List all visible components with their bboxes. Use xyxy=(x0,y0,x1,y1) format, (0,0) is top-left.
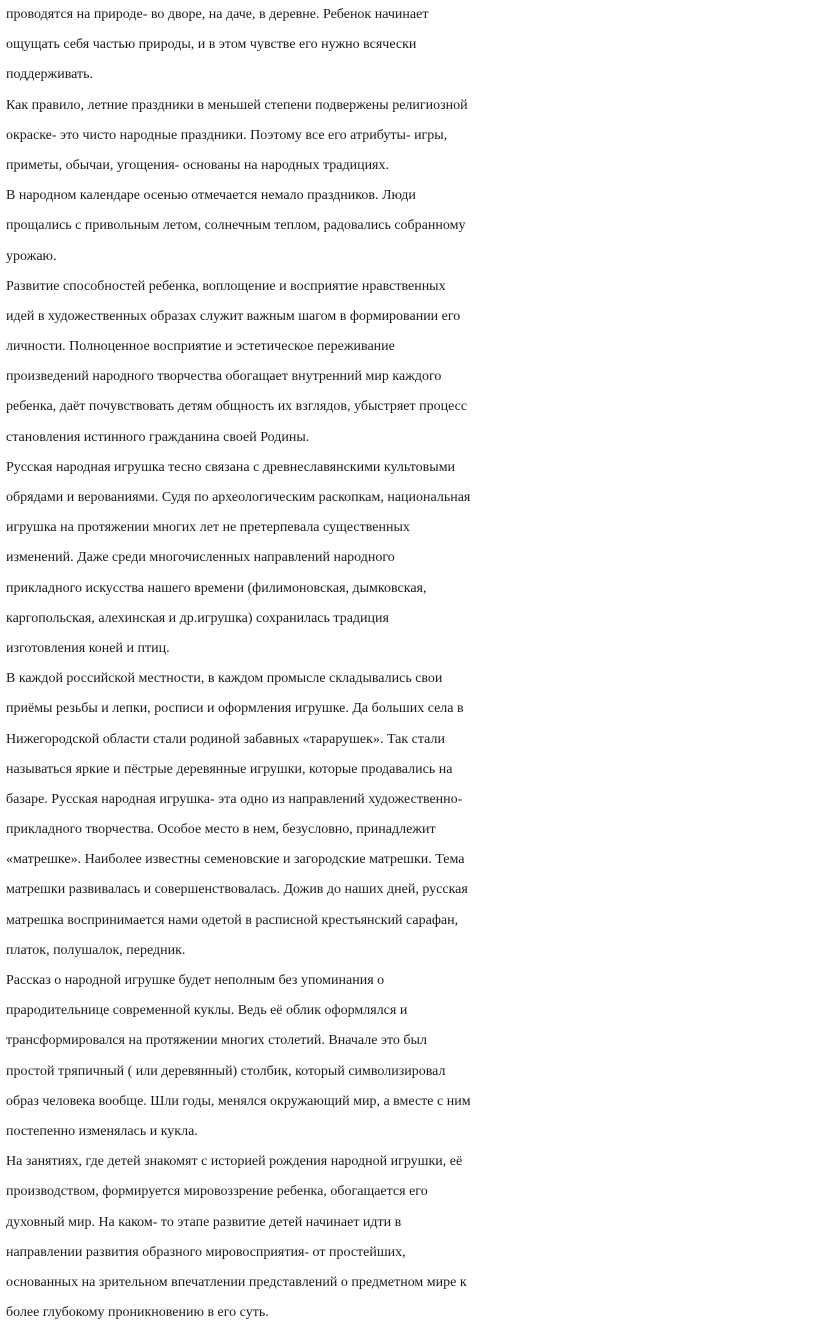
text-line: базаре. Русская народная игрушка- эта одно из направлений художественно- xyxy=(6,791,463,807)
text-line: ощущать себя частью природы, и в этом чувстве его нужно всячески xyxy=(6,37,417,53)
text-line: простой тряпичный ( или деревянный) столбик, который символизировал xyxy=(6,1063,446,1079)
text-line: В каждой российской местности, в каждом промысле складывались свои xyxy=(6,671,443,687)
text-line: урожаю. xyxy=(6,248,57,264)
text-line: окраске- это чисто народные праздники. Поэтому все его атрибуты- игры, xyxy=(6,127,448,143)
text-line: направлении развития образного мировосприятия- от простейших, xyxy=(6,1244,406,1260)
text-line: каргопольская, алехинская и др.игрушка) сохранилась традиция xyxy=(6,610,389,626)
text-line: матрешки развивалась и совершенствовалась. Дожив до наших дней, русская xyxy=(6,882,468,898)
text-line: духовный мир. На каком- то этапе развитие детей начинает идти в xyxy=(6,1214,402,1230)
text-line: приёмы резьбы и лепки, росписи и оформления игрушке. Да больших села в xyxy=(6,701,464,717)
text-line: личности. Полноценное восприятие и эстетическое переживание xyxy=(6,339,395,355)
text-line: платок, полушалок, передник. xyxy=(6,942,186,958)
document-body xyxy=(6,0,816,1328)
text-line: Нижегородской области стали родиной забавных «тарарушек». Так стали xyxy=(6,731,445,747)
text-line: ребенка, даёт почувствовать детям общность их взглядов, убыстряет процесс xyxy=(6,399,468,415)
text-line: производством, формируется мировоззрение ребенка, обогащается его xyxy=(6,1184,428,1200)
text-line: матрешка воспринимается нами одетой в расписной крестьянский сарафан, xyxy=(6,912,459,928)
text-line: поддерживать. xyxy=(6,67,93,83)
text-line: изменений. Даже среди многочисленных направлений народного xyxy=(6,550,395,566)
text-line: образ человека вообще. Шли годы, менялся окружающий мир, а вместе с ним xyxy=(6,1093,471,1109)
text-line: игрушка на протяжении многих лет не претерпевала существенных xyxy=(6,520,410,536)
text-line: основанных на зрительном впечатлении представлений о предметном мире к xyxy=(6,1274,467,1290)
text-line: прародительнице современной куклы. Ведь её облик оформлялся и xyxy=(6,1003,408,1019)
text-line: постепенно изменялась и кукла. xyxy=(6,1123,198,1139)
text-line: трансформировался на протяжении многих столетий. Вначале это был xyxy=(6,1033,427,1049)
text-line: более глубокому проникновению в его суть. xyxy=(6,1305,269,1321)
text-line: Русская народная игрушка тесно связана с древнеславянскими культовыми xyxy=(6,459,456,475)
text-line: прощались с привольным летом, солнечным теплом, радовались собранному xyxy=(6,218,466,234)
text-line: проводятся на природе- во дворе, на даче, в деревне. Ребенок начинает xyxy=(6,7,429,22)
text-line: «матрешке». Наиболее известны семеновские и загородские матрешки. Тема xyxy=(6,852,465,868)
text-line: называться яркие и пёстрые деревянные игрушки, которые продавались на xyxy=(6,761,453,777)
text-line: произведений народного творчества обогащает внутренний мир каждого xyxy=(6,369,442,385)
text-line: прикладного искусства нашего времени (филимоновская, дымковская, xyxy=(6,580,427,596)
text-line: идей в художественных образах служит важным шагом в формировании его xyxy=(6,308,461,324)
text-line: Как правило, летние праздники в меньшей степени подвержены религиозной xyxy=(6,97,468,113)
text-line: изготовления коней и птиц. xyxy=(6,640,170,656)
text-line: В народном календаре осенью отмечается немало праздников. Люди xyxy=(6,188,416,204)
text-line: На занятиях, где детей знакомят с историей рождения народной игрушки, её xyxy=(6,1154,463,1170)
text-line: Рассказ о народной игрушке будет неполным без упоминания о xyxy=(6,973,385,988)
text-line: обрядами и верованиями. Судя по археологическим раскопкам, национальная xyxy=(6,490,471,505)
text-line: становления истинного гражданина своей Родины. xyxy=(6,429,310,445)
text-line: прикладного творчества. Особое место в нем, безусловно, принадлежит xyxy=(6,822,436,838)
text-line: приметы, обычаи, угощения- основаны на народных традициях. xyxy=(6,157,389,173)
text-line: Развитие способностей ребенка, воплощение и восприятие нравственных xyxy=(6,278,446,294)
